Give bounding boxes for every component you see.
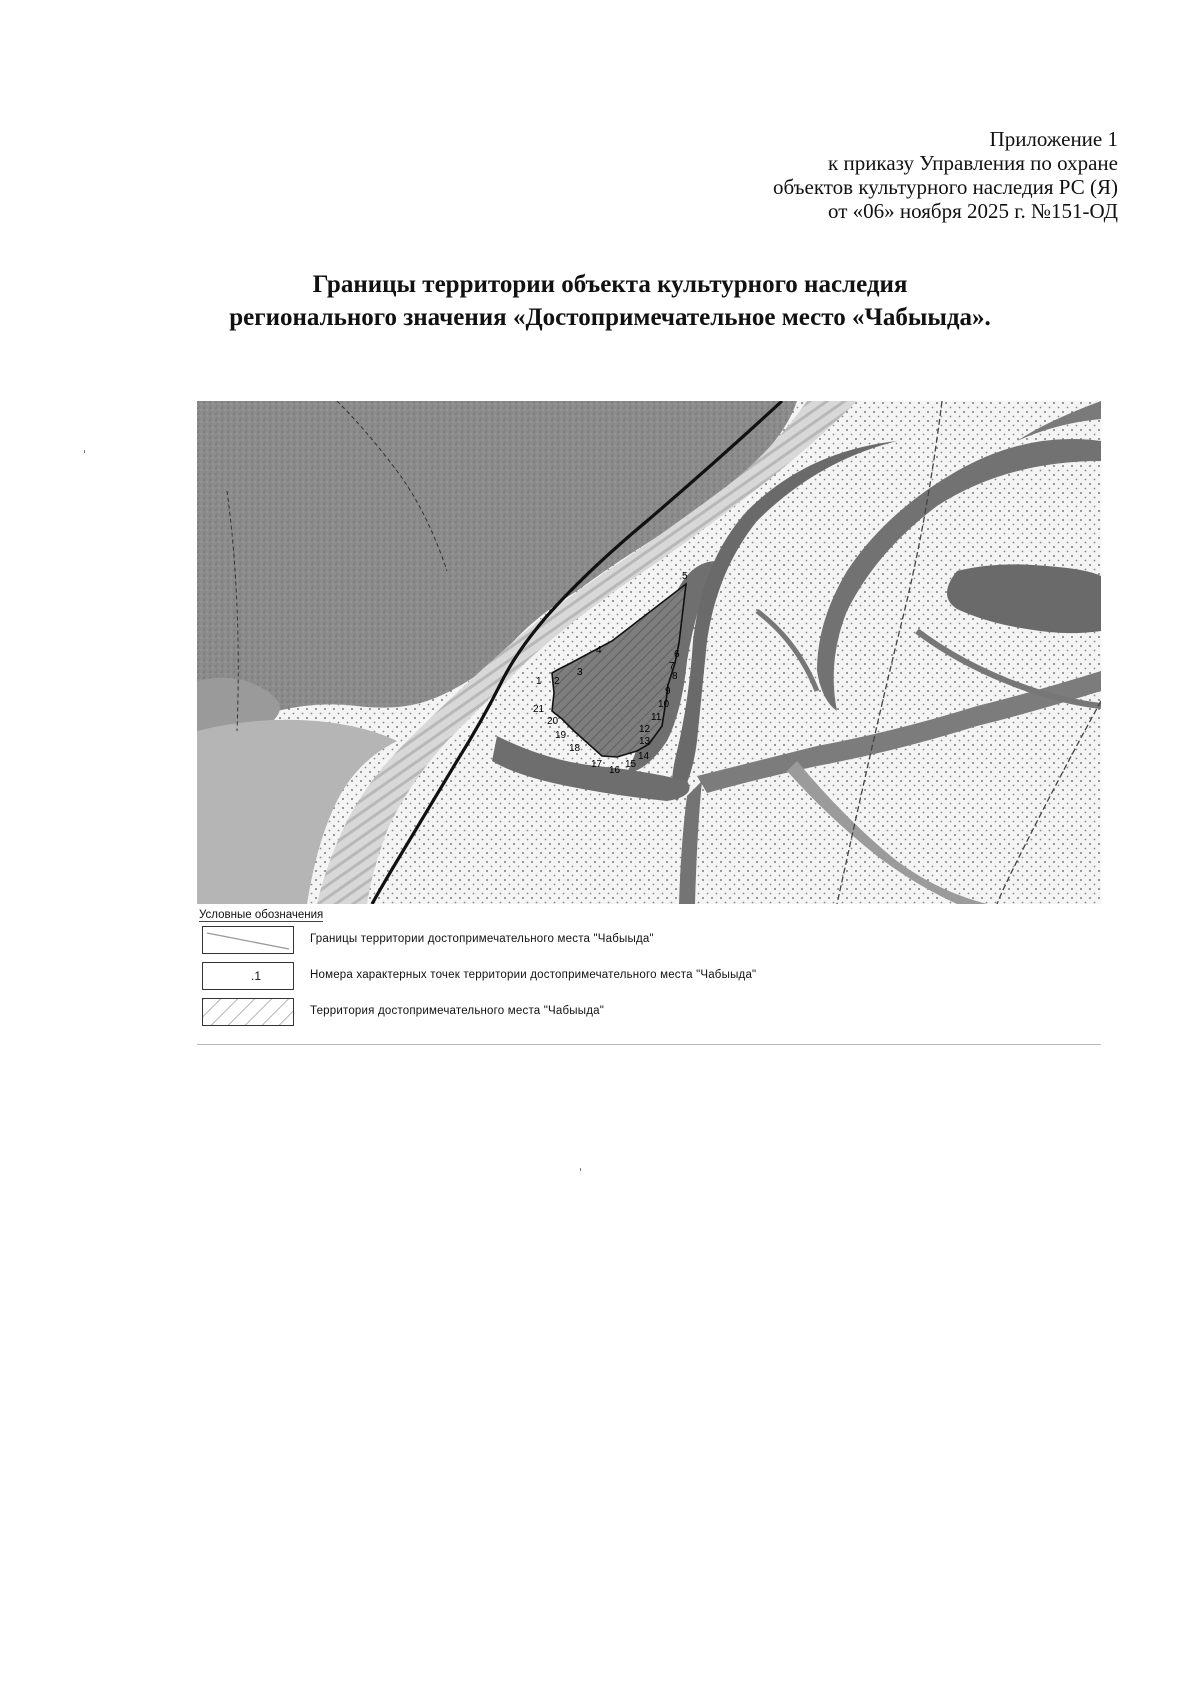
point-label: 1 <box>536 676 542 687</box>
title-line-2: регионального значения «Достопримечательное место «Чабыыда». <box>229 304 991 331</box>
point-label: 19 <box>555 730 567 741</box>
scan-speck <box>84 450 85 453</box>
site-map <box>197 401 1101 904</box>
point-label: 20 <box>547 716 559 727</box>
point-label: 15 <box>625 759 637 770</box>
legend-item-territory <box>202 998 1082 1028</box>
point-label: 3 <box>577 667 583 678</box>
legend-swatch-territory <box>202 998 294 1026</box>
legend-title: Условные обозначения <box>199 909 324 921</box>
point-label: 2 <box>554 676 560 687</box>
legend-text-territory: Территория достопримечательного места "Чабыыда" <box>310 1005 605 1017</box>
point-label: 9 <box>665 686 671 697</box>
point-label: 6 <box>674 649 680 660</box>
point-label: 21 <box>533 704 545 715</box>
point-label: 11 <box>651 712 662 723</box>
map-svg <box>197 401 1101 904</box>
legend-point-sample: .1 <box>251 969 262 983</box>
annex-line-1: Приложение 1 <box>989 127 1118 151</box>
boundary-line-icon <box>203 927 293 953</box>
point-label: 4 <box>596 645 602 656</box>
point-label: 16 <box>609 765 621 776</box>
point-label: 17 <box>591 759 603 770</box>
legend-item-boundary <box>202 926 1082 956</box>
point-label: 13 <box>639 736 651 747</box>
annex-line-3: объектов культурного наследия РС (Я) <box>773 175 1118 199</box>
annex-line-2: к приказу Управления по охране <box>828 151 1118 175</box>
title-line-1: Границы территории объекта культурного наследия <box>312 271 908 298</box>
map-legend <box>197 904 1101 1045</box>
point-label: 18 <box>569 743 581 754</box>
legend-text-points: Номера характерных точек территории достопримечательного места "Чабыыда" <box>310 969 757 981</box>
legend-text-boundary: Границы территории достопримечательного места "Чабыыда" <box>310 933 654 945</box>
point-label: 7 <box>669 661 675 672</box>
hatch-fill-icon <box>203 999 293 1025</box>
annex-block <box>773 127 1118 223</box>
annex-line-4: от «06» ноября 2025 г. №151-ОД <box>828 199 1118 223</box>
point-label: 12 <box>639 724 651 735</box>
point-label: 14 <box>638 751 650 762</box>
legend-item-points <box>202 962 1082 992</box>
point-label: 5 <box>682 571 688 582</box>
legend-swatch-boundary <box>202 926 294 954</box>
legend-swatch-points <box>202 962 294 990</box>
point-label: 10 <box>658 699 670 710</box>
scan-speck <box>580 1168 581 1171</box>
point-label: 8 <box>672 671 678 682</box>
document-title <box>150 268 1070 334</box>
